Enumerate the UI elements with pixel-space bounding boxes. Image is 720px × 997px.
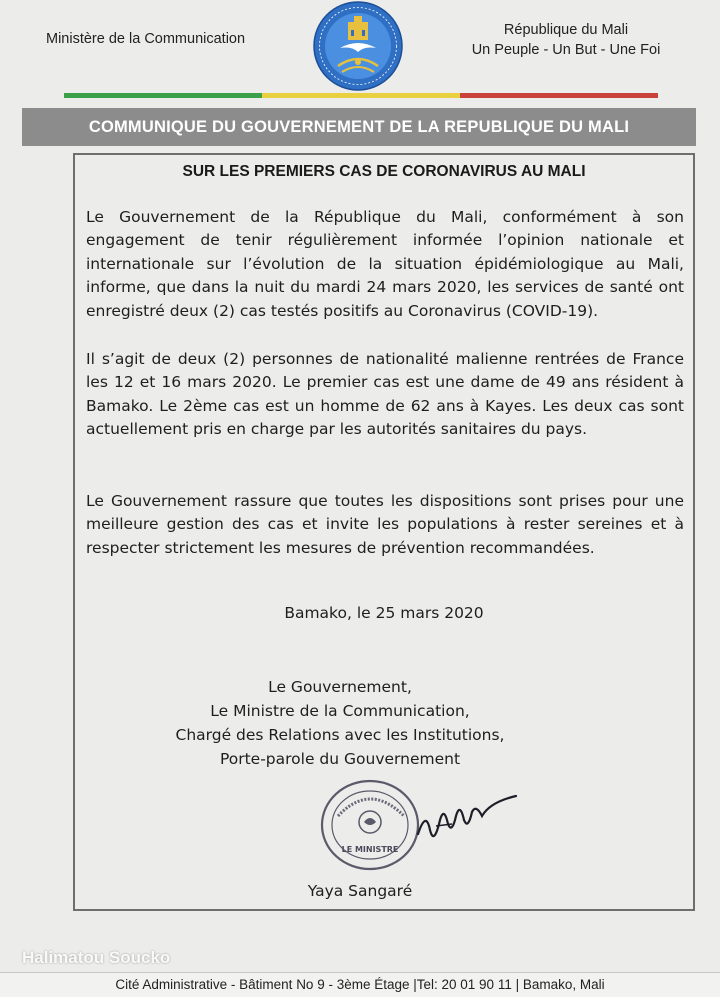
- signatory-line: Le Ministre de la Communication,: [210, 702, 470, 720]
- paragraph-3: Le Gouvernement rassure que toutes les dispositions sont prises pour une meilleure gestion des cas et invite les populations à rester sereines et à respecter strictement les mesures de prévention recommandées.: [86, 492, 684, 557]
- ministry-name: Ministère de la Communication: [46, 31, 246, 47]
- signatory-line: Porte-parole du Gouvernement: [219, 750, 461, 768]
- watermark: Halimatou Soucko: [22, 948, 171, 967]
- flag-stripe-green: [64, 93, 262, 98]
- mali-coat-of-arms-icon: [312, 0, 404, 92]
- national-motto: Un Peuple - Un But - Une Foi: [471, 42, 661, 58]
- signatory-line: Chargé des Relations avec les Institutions,: [175, 726, 505, 744]
- signatory-block: [130, 675, 550, 771]
- handwritten-signature-icon: [412, 790, 522, 850]
- footer-address: Cité Administrative - Bâtiment No 9 - 3ème Étage |Tel: 20 01 90 11 | Bamako, Mali: [0, 972, 720, 997]
- communique-banner: COMMUNIQUE DU GOUVERNEMENT DE LA REPUBLIQUE DU MALI: [22, 108, 696, 146]
- paragraph-1: Le Gouvernement de la République du Mali, conformément à son engagement de tenir régulièrement informée l’opinion nationale et internationale sur l’évolution de la situation épidémiologique au Mali, informe, que dans la nuit du mardi 24 mars 2020, les services de santé ont enregistré deux (2) cas testés positifs au Coronavirus (COVID-19).: [86, 208, 684, 320]
- paragraph-2: Il s’agit de deux (2) personnes de nationalité malienne rentrées de France les 12 et 16 mars 2020. Le premier cas est une dame de 49 ans résident à Bamako. Le 2ème cas est un homme de 62 ans à Kayes. Les deux cas sont actuellement pris en charge par les autorités sanitaires du pays.: [86, 350, 684, 439]
- stamp-text: LE MINISTRE: [341, 845, 399, 854]
- flag-bar: [64, 93, 658, 98]
- signatory-line: Le Gouvernement,: [268, 678, 412, 696]
- flag-stripe-red: [460, 93, 658, 98]
- country-header: [446, 20, 686, 60]
- signer-name: Yaya Sangaré: [307, 882, 413, 900]
- date-line: Bamako, le 25 mars 2020: [284, 604, 484, 622]
- communique-subtitle: SUR LES PREMIERS CAS DE CORONAVIRUS AU MALI: [182, 163, 586, 180]
- country-name: République du Mali: [503, 22, 629, 38]
- flag-stripe-yellow: [262, 93, 460, 98]
